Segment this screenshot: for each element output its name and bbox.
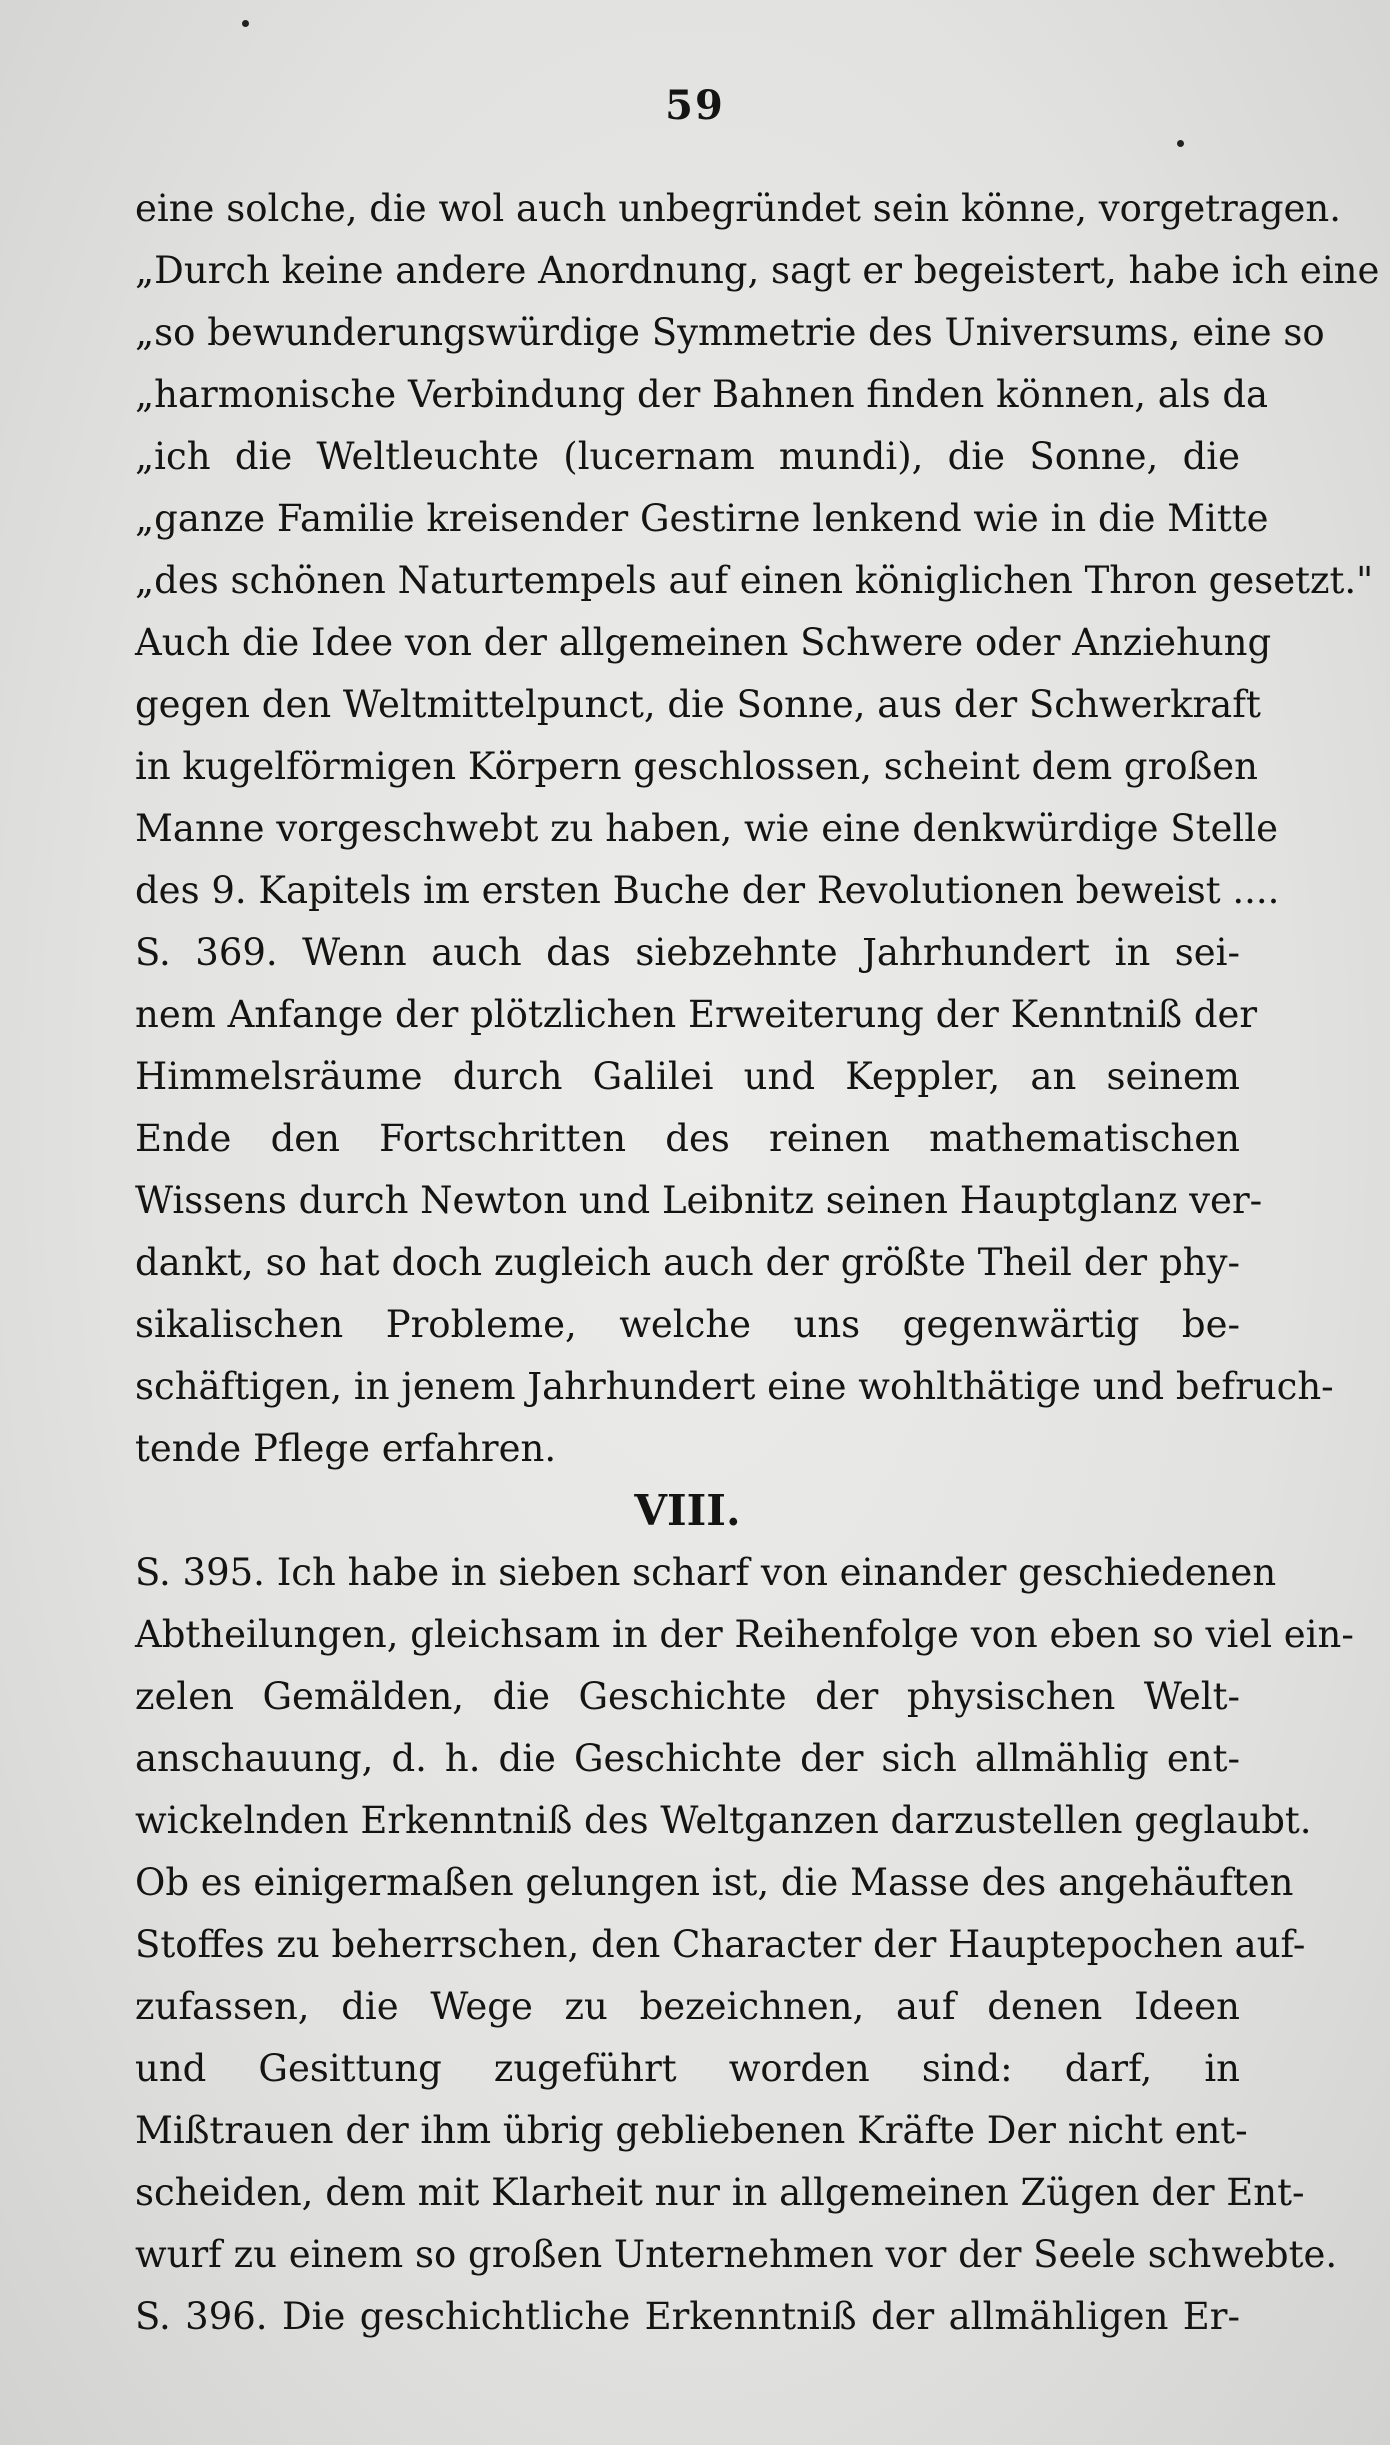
text-line: S. 396. Die geschichtliche Erkenntniß der allmähligen Er-	[135, 2295, 1240, 2338]
text-line: gegen den Weltmittelpunct, die Sonne, aus der Schwerkraft	[135, 683, 1261, 726]
text-line: des 9. Kapitels im ersten Buche der Revolutionen beweist ....	[135, 869, 1280, 912]
text-line: tende Pflege erfahren.	[135, 1427, 557, 1470]
text-line: scheiden, dem mit Klarheit nur in allgemeinen Zügen der Ent-	[135, 2171, 1305, 2214]
text-line: Auch die Idee von der allgemeinen Schwere oder Anziehung	[135, 621, 1272, 664]
text-line: „so bewunderungswürdige Symmetrie des Universums, eine so	[135, 311, 1325, 354]
text-line: Ob es einigermaßen gelungen ist, die Masse des angehäuften	[135, 1861, 1294, 1904]
text-line: S. 369. Wenn auch das siebzehnte Jahrhundert in sei-	[135, 931, 1240, 974]
text-line: „des schönen Naturtempels auf einen königlichen Thron gesetzt."	[135, 559, 1374, 602]
text-line: „ich die Weltleuchte (lucernam mundi), die Sonne, die	[135, 435, 1240, 478]
body-text	[135, 178, 1380, 2348]
text-line: nem Anfange der plötzlichen Erweiterung der Kenntniß der	[135, 993, 1258, 1036]
text-line: Mißtrauen der ihm übrig gebliebenen Kräfte Der nicht ent-	[135, 2109, 1248, 2152]
text-line: anschauung, d. h. die Geschichte der sich allmählig ent-	[135, 1737, 1240, 1780]
text-line: dankt, so hat doch zugleich auch der größte Theil der phy-	[135, 1241, 1240, 1284]
text-line: Himmelsräume durch Galilei und Keppler, an seinem	[135, 1055, 1240, 1098]
text-line: Manne vorgeschwebt zu haben, wie eine denkwürdige Stelle	[135, 807, 1278, 850]
text-line: Abtheilungen, gleichsam in der Reihenfolge von eben so viel ein-	[135, 1613, 1354, 1656]
text-line: zelen Gemälden, die Geschichte der physischen Welt-	[135, 1675, 1240, 1718]
text-line: „ganze Familie kreisender Gestirne lenkend wie in die Mitte	[135, 497, 1269, 540]
text-line: sikalischen Probleme, welche uns gegenwärtig be-	[135, 1303, 1240, 1346]
text-line: eine solche, die wol auch unbegründet sein könne, vorgetragen.	[135, 187, 1342, 230]
text-line: in kugelförmigen Körpern geschlossen, scheint dem großen	[135, 745, 1259, 788]
section-heading: VIII.	[634, 1486, 741, 1535]
text-line: Wissens durch Newton und Leibnitz seinen Hauptglanz ver-	[135, 1179, 1263, 1222]
text-line: wickelnden Erkenntniß des Weltganzen darzustellen geglaubt.	[135, 1799, 1312, 1842]
text-line: Stoffes zu beherrschen, den Character der Hauptepochen auf-	[135, 1923, 1306, 1966]
text-line: zufassen, die Wege zu bezeichnen, auf denen Ideen	[135, 1985, 1240, 2028]
text-line: und Gesittung zugeführt worden sind: darf, in	[135, 2047, 1240, 2090]
text-line: S. 395. Ich habe in sieben scharf von einander geschiedenen	[135, 1551, 1277, 1594]
page-number: 59	[665, 82, 725, 129]
text-line: „Durch keine andere Anordnung, sagt er begeistert, habe ich eine	[135, 249, 1380, 292]
speck-mark	[1177, 140, 1184, 147]
text-line: wurf zu einem so großen Unternehmen vor der Seele schwebte.	[135, 2233, 1338, 2276]
text-line: schäftigen, in jenem Jahrhundert eine wohlthätige und befruch-	[135, 1365, 1334, 1408]
text-line: „harmonische Verbindung der Bahnen finden können, als da	[135, 373, 1269, 416]
text-line: Ende den Fortschritten des reinen mathematischen	[135, 1117, 1240, 1160]
speck-mark	[242, 20, 249, 27]
